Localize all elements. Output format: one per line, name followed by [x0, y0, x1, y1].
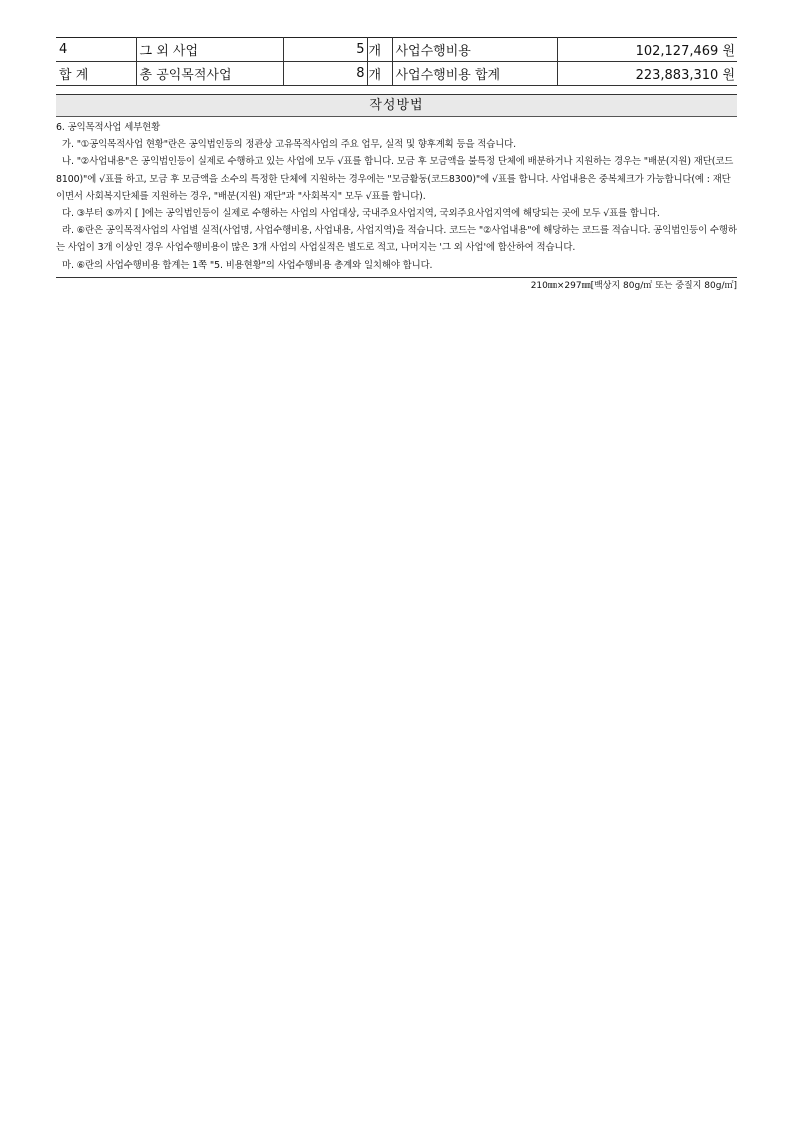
instruction-item: 다. ③부터 ⑤까지 [ ]에는 공익법인등이 실제로 수행하는 사업의 사업대상, 국내주요사업지역, 국외주요사업지역에 해당되는 곳에 모두 √표를 합니다.	[62, 208, 660, 220]
instruction-item: 라. ⑥란은 공익목적사업의 사업별 실적(사업명, 사업수행비용, 사업내용, 사업지역)을 적습니다. 코드는 "②사업내용"에 해당하는 코드를 적습니다. 공익법인등이 수행하는 사업이 3개 이상인 경우 사업수행비용이 많은 3개 사업의 사업실적은 별도로 적고, 나머지는 '그 외 사업'에 합산하여 적습니다.	[56, 225, 737, 254]
business-count: 5	[283, 38, 367, 62]
instruction-item: 나. "②사업내용"은 공익법인등이 실제로 수행하고 있는 사업에 모두 √표를 합니다. 모금 후 모금액을 불특정 단체에 배분하거나 지원하는 경우는 "배분(지원) 재단(코드8100)"에 √표를 하고, 모금 후 모금액을 소수의 특정한 단체에 지원하는 경우에는 "모금활동(코드8300)"에 √표를 합니다. 사업내용은 중복체크가 가능합니다(예 : 재단이면서 사회복지단체를 지원하는 경우, "배분(지원) 재단"과 "사회복지" 모두 √표를 합니다).	[56, 156, 734, 202]
business-name: 총 공익목적사업	[136, 62, 283, 86]
cost-label: 사업수행비용	[392, 38, 557, 62]
section-heading: 6. 공익목적사업 세부현황	[56, 122, 161, 133]
count-unit: 개	[367, 62, 392, 86]
table-row	[56, 62, 737, 86]
instruction-item: 가. "①공익목적사업 현황"란은 공익법인등의 정관상 고유목적사업의 주요 업무, 실적 및 향후계획 등을 적습니다.	[62, 139, 517, 151]
currency-unit: 원	[722, 68, 735, 83]
instructions-title: 작성방법	[56, 94, 737, 117]
instructions-body	[56, 119, 737, 274]
cost-amount: 223,883,310	[635, 68, 719, 83]
cost-amount: 102,127,469	[635, 44, 719, 59]
cost-amount-cell	[557, 38, 737, 62]
instruction-item: 마. ⑥란의 사업수행비용 합계는 1쪽 "5. 비용현황"의 사업수행비용 총계와 일치해야 합니다.	[62, 259, 433, 271]
row-number: 4	[56, 38, 136, 62]
table-row	[56, 38, 737, 62]
business-name: 그 외 사업	[136, 38, 283, 62]
cost-amount-cell	[557, 62, 737, 86]
document-page	[56, 37, 737, 293]
cost-label: 사업수행비용 합계	[392, 62, 557, 86]
row-number: 합 계	[56, 62, 136, 86]
paper-spec: 210㎜×297㎜[백상지 80g/㎡ 또는 중질지 80g/㎡]	[530, 280, 737, 291]
business-count: 8	[283, 62, 367, 86]
footer-divider	[56, 277, 737, 278]
business-summary-table	[56, 37, 737, 86]
count-unit: 개	[367, 38, 392, 62]
currency-unit: 원	[722, 44, 735, 59]
